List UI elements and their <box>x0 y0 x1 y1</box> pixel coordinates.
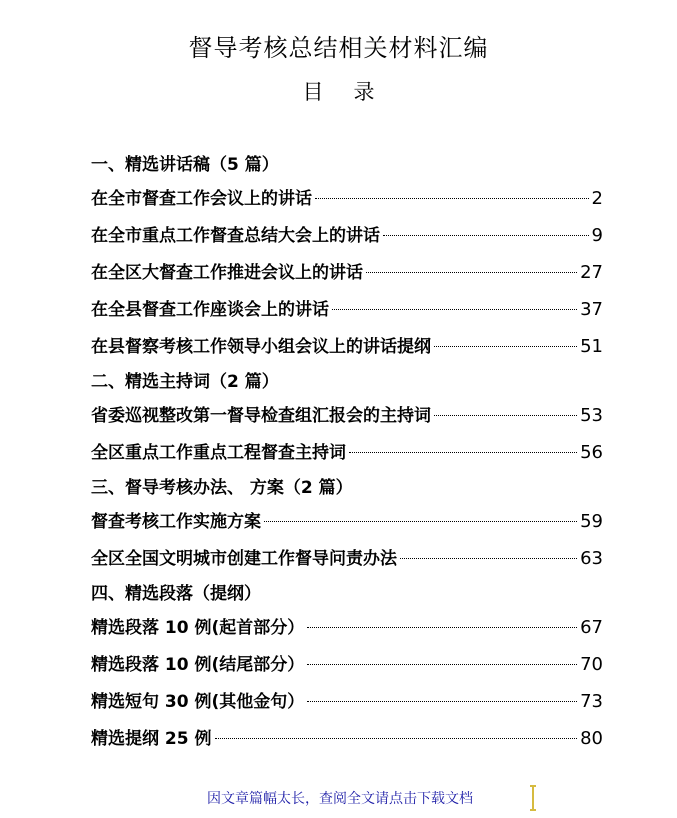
dot-leader <box>315 198 589 199</box>
dot-leader <box>307 627 577 628</box>
toc-entry[interactable] <box>91 683 603 720</box>
toc-entry-title: 在全市重点工作督查总结大会上的讲话 <box>91 226 380 246</box>
toc-entry-title: 省委巡视整改第一督导检查组汇报会的主持词 <box>91 406 431 426</box>
toc-entry-page: 70 <box>580 654 603 675</box>
toc-entry-title: 督查考核工作实施方案 <box>91 512 261 532</box>
toc-section-host-scripts: 二、精选主持词（2 篇） <box>91 372 279 392</box>
toc-entry[interactable] <box>91 646 603 683</box>
toc-entry-page: 53 <box>580 405 603 426</box>
dot-leader <box>400 558 577 559</box>
toc-entry-title: 在全市督查工作会议上的讲话 <box>91 189 312 209</box>
toc-entry-page: 56 <box>580 442 603 463</box>
toc-entry-title: 在全区大督查工作推进会议上的讲话 <box>91 263 363 283</box>
dot-leader <box>366 272 577 273</box>
dot-leader <box>307 664 577 665</box>
toc-entry[interactable] <box>91 397 603 434</box>
toc-entry[interactable] <box>91 609 603 646</box>
dot-leader <box>332 309 577 310</box>
toc-entry[interactable] <box>91 434 603 471</box>
toc-entry-page: 37 <box>580 299 603 320</box>
toc-heading: 目录 <box>302 80 405 104</box>
table-of-contents <box>91 148 603 757</box>
toc-entry[interactable] <box>91 540 603 577</box>
toc-entry-title: 全区重点工作重点工程督查主持词 <box>91 443 346 463</box>
download-full-text-link[interactable]: 因文章篇幅太长，查阅全文请点击下载文档 <box>207 791 473 807</box>
toc-entry-page: 80 <box>580 728 603 749</box>
dot-leader <box>264 521 577 522</box>
toc-entry-page: 27 <box>580 262 603 283</box>
toc-entry[interactable] <box>91 720 603 757</box>
toc-entry-page: 63 <box>580 548 603 569</box>
toc-entry-title: 精选段落 10 例(结尾部分） <box>91 655 305 675</box>
toc-entry-page: 9 <box>591 225 603 246</box>
toc-section-paragraphs: 四、精选段落（提纲） <box>91 584 261 604</box>
dot-leader <box>434 346 577 347</box>
toc-entry-page: 2 <box>591 188 603 209</box>
toc-entry-page: 51 <box>580 336 603 357</box>
toc-section-methods: 三、督导考核办法、 方案（2 篇） <box>91 478 353 498</box>
toc-entry[interactable] <box>91 217 603 254</box>
toc-entry-title: 精选提纲 25 例 <box>91 729 212 749</box>
toc-entry-page: 67 <box>580 617 603 638</box>
toc-entry[interactable] <box>91 328 603 365</box>
toc-entry-title: 在全县督查工作座谈会上的讲话 <box>91 300 329 320</box>
toc-entry-title: 全区全国文明城市创建工作督导问责办法 <box>91 549 397 569</box>
toc-entry[interactable] <box>91 291 603 328</box>
toc-entry[interactable] <box>91 503 603 540</box>
toc-entry-title: 精选段落 10 例(起首部分） <box>91 618 305 638</box>
toc-entry-title: 精选短句 30 例(其他金句） <box>91 692 305 712</box>
toc-entry-title: 在县督察考核工作领导小组会议上的讲话提纲 <box>91 337 431 357</box>
text-cursor-icon <box>530 785 536 811</box>
toc-entry-page: 73 <box>580 691 603 712</box>
dot-leader <box>349 452 577 453</box>
document-title: 督导考核总结相关材料汇编 <box>188 34 489 62</box>
dot-leader <box>383 235 589 236</box>
dot-leader <box>307 701 577 702</box>
dot-leader <box>434 415 577 416</box>
dot-leader <box>215 738 578 739</box>
toc-entry-page: 59 <box>580 511 603 532</box>
toc-section-speeches: 一、精选讲话稿（5 篇） <box>91 155 279 175</box>
toc-entry[interactable] <box>91 254 603 291</box>
toc-entry[interactable] <box>91 180 603 217</box>
